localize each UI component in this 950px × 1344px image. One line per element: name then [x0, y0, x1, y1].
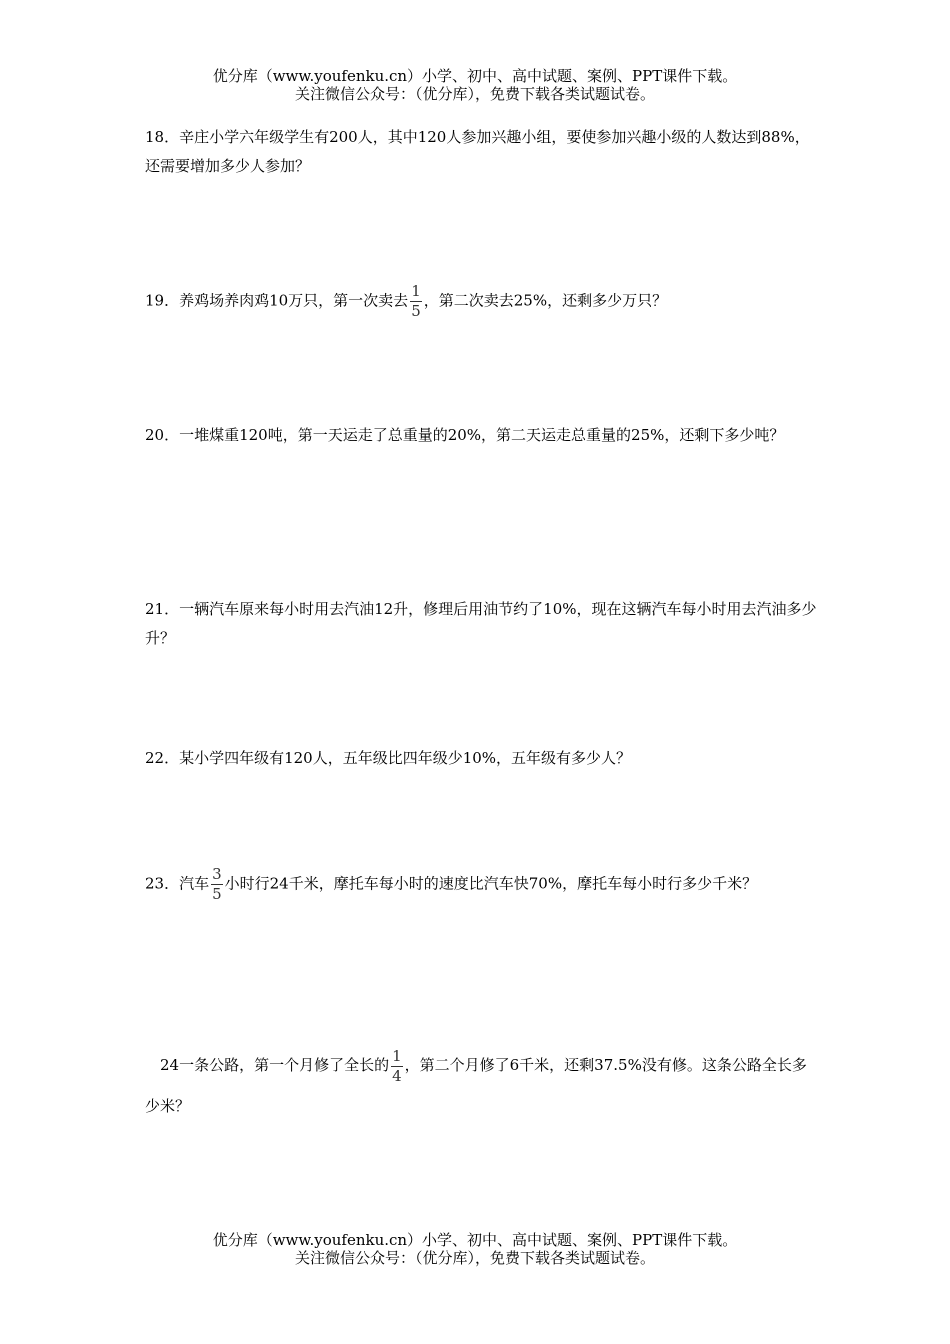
fraction-denominator: 4 — [392, 1066, 402, 1085]
question-23-text-before: 23．汽车 — [145, 874, 210, 893]
question-19 — [145, 282, 817, 321]
question-19-text-after: ，第二次卖去25%，还剩多少万只？ — [423, 291, 668, 310]
fraction-1-4 — [391, 1047, 403, 1086]
question-21 — [145, 595, 817, 653]
fraction-numerator: 3 — [212, 865, 222, 883]
fraction-denominator: 5 — [411, 302, 421, 320]
question-22 — [145, 744, 817, 773]
fraction-1-5 — [410, 282, 422, 321]
question-21-text: 21．一辆汽车原来每小时用去汽油12升，修理后用油节约了10%，现在这辆汽车每小时用去汽油多少升？ — [145, 600, 817, 647]
footer-line-2: 关注微信公众号：（优分库），免费下载各类试题试卷。 — [294, 1249, 655, 1267]
question-22-text: 22．某小学四年级有120人，五年级比四年级少10%，五年级有多少人？ — [145, 749, 632, 767]
question-20 — [145, 421, 817, 450]
question-24-text-after: ，第二个月修了6千米，还剩37.5%没有修。这条公路全长多少米？ — [145, 1056, 807, 1115]
question-19-text-before: 19．养鸡场养肉鸡10万只，第一次卖去 — [145, 291, 409, 310]
question-18 — [145, 123, 817, 181]
fraction-denominator: 5 — [212, 885, 222, 903]
question-18-text: 18．辛庄小学六年级学生有200人，其中120人参加兴趣小组，要使参加兴趣小级的人数达到88%，还需要增加多少人参加？ — [145, 128, 810, 175]
question-24-text-before: 24一条公路，第一个月修了全长的 — [160, 1056, 390, 1074]
question-20-text: 20．一堆煤重120吨，第一天运走了总重量的20%，第二天运走总重量的25%，还剩下多少吨？ — [145, 426, 785, 444]
question-24 — [145, 1045, 817, 1126]
page-header — [0, 67, 950, 103]
footer-line-1: 优分库（www.youfenku.cn）小学、初中、高中试题、案例、PPT课件下载。 — [212, 1231, 738, 1249]
header-line-2: 关注微信公众号：（优分库），免费下载各类试题试卷。 — [294, 85, 655, 103]
fraction-numerator: 1 — [392, 1046, 402, 1065]
question-23 — [145, 865, 817, 904]
header-line-1: 优分库（www.youfenku.cn）小学、初中、高中试题、案例、PPT课件下载。 — [212, 67, 738, 85]
question-23-text-after: 小时行24千米，摩托车每小时的速度比汽车快70%，摩托车每小时行多少千米？ — [224, 874, 758, 893]
fraction-numerator: 1 — [411, 282, 421, 300]
fraction-3-5 — [211, 865, 223, 904]
page-footer — [0, 1231, 950, 1267]
